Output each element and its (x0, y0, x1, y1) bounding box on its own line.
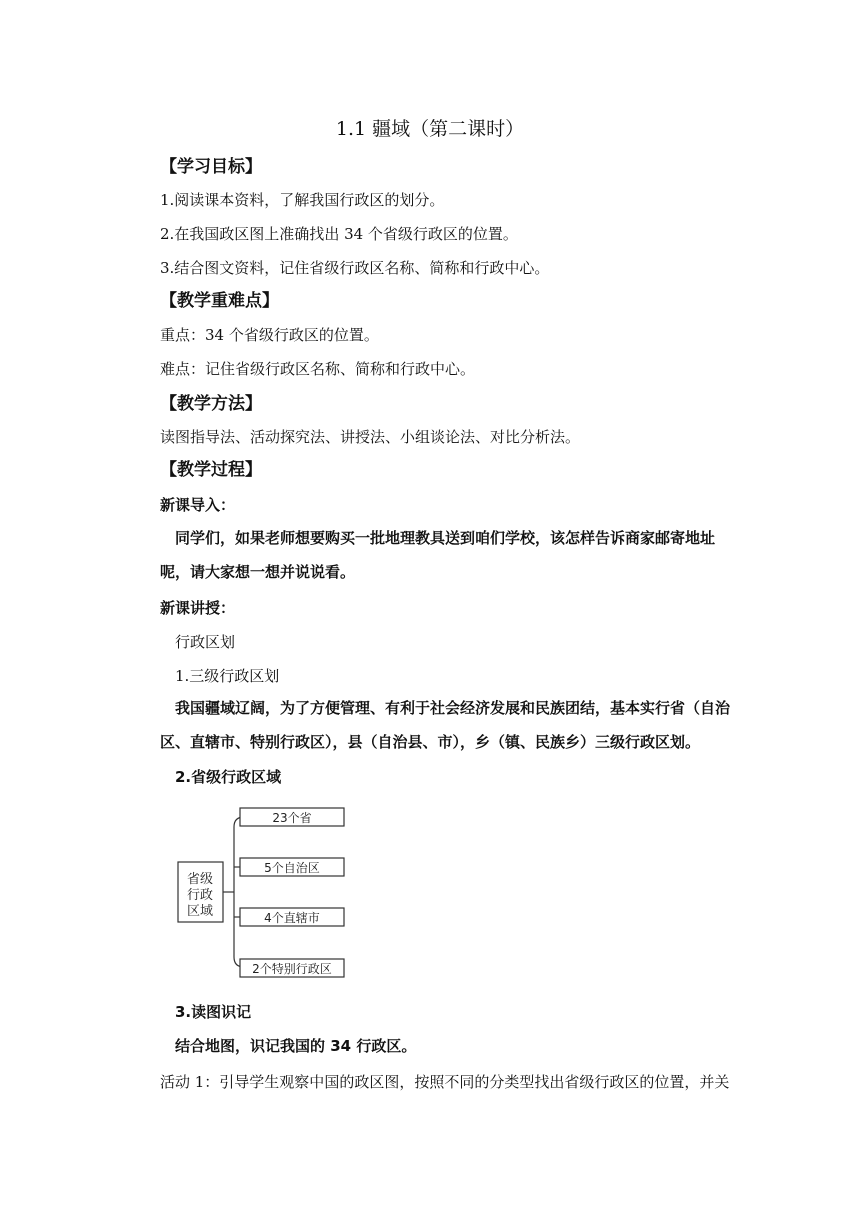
subsection-1-title: 1.三级行政区划 (175, 667, 280, 685)
diagram-branch-municipalities: 4个直辖市 (264, 911, 320, 925)
diagram-root-line-1: 省级 (186, 872, 214, 887)
diagram-connector-bracket (234, 817, 244, 967)
methods-text: 读图指导法、活动探究法、讲授法、小组谈论法、对比分析法。 (160, 428, 581, 446)
key-points-heading: 【教学重难点】 (160, 291, 279, 311)
subsection-1-text: 我国疆域辽阔，为了方便管理、有利于社会经济发展和民族团结，基本实行省（自治区、直辖市、特别行政区），县（自治县、市），乡（镇、民族乡）三级行政区划。 (160, 699, 731, 751)
topic-label: 行政区划 (175, 633, 236, 651)
intro-text: 同学们，如果老师想要购买一批地理教具送到咱们学校，该怎样告诉商家邮寄地址呢，请大家想一想并说说看。 (160, 529, 716, 581)
diagram-root-line-2: 行政 (186, 888, 214, 903)
diagram-branch-provinces: 23个省 (272, 811, 312, 825)
key-point-difficulty: 难点：记住省级行政区名称、简称和行政中心。 (160, 360, 476, 378)
subsection-3-text: 结合地图，识记我国的 34 行政区。 (175, 1037, 417, 1055)
subsection-2-title: 2.省级行政区域 (175, 768, 282, 786)
subsection-3-title: 3.读图识记 (175, 1003, 252, 1021)
page-title: 1.1 疆域（第二课时） (335, 118, 525, 140)
objectives-heading: 【学习目标】 (160, 157, 262, 177)
diagram-root-line-3: 区域 (186, 904, 214, 919)
province-level-diagram (170, 800, 360, 990)
process-heading: 【教学过程】 (160, 460, 262, 480)
objective-item-2: 2.在我国政区图上准确找出 34 个省级行政区的位置。 (160, 225, 518, 243)
lecture-label: 新课讲授： (160, 599, 236, 617)
objective-item-1: 1.阅读课本资料，了解我国行政区的划分。 (160, 191, 445, 209)
intro-label: 新课导入： (160, 496, 236, 514)
diagram-branch-autonomous: 5个自治区 (264, 861, 320, 875)
methods-heading: 【教学方法】 (160, 394, 262, 414)
diagram-branch-sar: 2个特别行政区 (252, 962, 332, 976)
activity-text: 活动 1：引导学生观察中国的政区图，按照不同的分类型找出省级行政区的位置，并关 (160, 1073, 730, 1091)
key-point-focus: 重点：34 个省级行政区的位置。 (160, 326, 379, 344)
objective-item-3: 3.结合图文资料，记住省级行政区名称、简称和行政中心。 (160, 259, 550, 277)
